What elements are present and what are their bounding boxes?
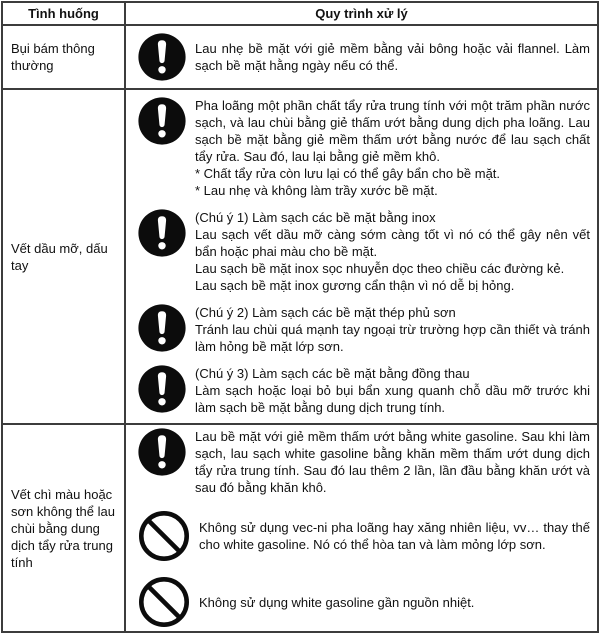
- instruction-block: [126, 428, 597, 496]
- mandatory-attention-icon: [138, 304, 186, 352]
- instruction-text: [195, 304, 590, 355]
- instruction-line: (Chú ý 2) Làm sạch các bề mặt thép phủ sơn: [195, 305, 456, 320]
- situation-cell: [3, 26, 126, 90]
- mandatory-attention-icon: [138, 428, 186, 476]
- instruction-line: * Chất tẩy rửa còn lưu lại có thể gây bẩn cho bề mặt.: [195, 166, 501, 181]
- situation-cell: [3, 425, 126, 631]
- instruction-line: * Lau nhẹ và không làm trầy xước bề mặt.: [195, 183, 438, 198]
- instruction-line: Làm sạch hoặc loại bỏ bụi bẩn xung quanh chỗ dầu mỡ trước khi làm sạch bề mặt bằng dung dịch trung tính.: [195, 383, 590, 415]
- instruction-text: [199, 510, 590, 562]
- instruction-line: (Chú ý 3) Làm sạch các bề mặt bằng đồng thau: [195, 366, 470, 381]
- instruction-text: [195, 428, 590, 496]
- procedure-cell: [126, 26, 597, 90]
- instruction-line: Pha loãng một phần chất tẩy rửa trung tính với một trăm phần nước sạch, và lau chùi bằng giẻ thấm ướt bằng dung dịch pha loãng. Lau sạch bề mặt bằng giẻ mềm thấm ướt bằng nước để lau sạch chất tẩy rửa. Sau đó, lau lại bằng giẻ mềm khô.: [195, 98, 590, 164]
- prohibition-icon: [138, 510, 190, 562]
- prohibition-icon: [138, 576, 190, 628]
- situation-label: Vết chì màu hoặc sơn không thể lau chùi bằng dung dịch tẩy rửa trung tính: [11, 486, 115, 570]
- situation-cell: [3, 90, 126, 425]
- instruction-block: [126, 97, 597, 199]
- instruction-block: [126, 33, 597, 81]
- instruction-line: (Chú ý 1) Làm sạch các bề mặt bằng inox: [195, 210, 436, 225]
- instruction-line: Tránh lau chùi quá mạnh tay ngoại trừ trường hợp cần thiết và tránh làm hỏng bề mặt lớp sơn.: [195, 322, 590, 354]
- mandatory-attention-icon: [138, 365, 186, 413]
- instruction-block: [126, 365, 597, 416]
- instruction-text: [195, 365, 590, 416]
- instruction-text: [195, 97, 590, 199]
- mandatory-attention-icon: [138, 209, 186, 257]
- instruction-text: [195, 33, 590, 81]
- instruction-text: [195, 209, 590, 294]
- instruction-line: Không sử dụng vec-ni pha loãng hay xăng nhiên liệu, vv… thay thế cho white gasoline. Nó có thể hòa tan và làm mỏng lớp sơn.: [199, 520, 590, 552]
- instruction-block: [126, 510, 597, 562]
- instruction-block: [126, 304, 597, 355]
- instruction-line: Lau sạch bề mặt inox sọc nhuyễn dọc theo chiều các đường kẻ.: [195, 261, 565, 276]
- instruction-block: [126, 209, 597, 294]
- mandatory-attention-icon: [138, 97, 186, 145]
- situation-label: Bụi bám thông thường: [11, 41, 95, 73]
- instruction-block: [126, 576, 597, 628]
- cleaning-instructions-table: [1, 1, 599, 633]
- situation-label: Vết dầu mỡ, dấu tay: [11, 240, 108, 273]
- column-header-situation: Tình huống: [3, 3, 126, 26]
- instruction-line: Lau sạch vết dầu mỡ càng sớm càng tốt vì nó có thể gây nên vết bẩn hoặc phai màu cho bề mặt.: [195, 227, 590, 259]
- column-header-procedure: Quy trình xử lý: [126, 3, 597, 26]
- instruction-line: Không sử dụng white gasoline gần nguồn nhiệt.: [199, 594, 475, 610]
- instruction-text: [199, 576, 590, 628]
- instruction-line: Lau sạch bề mặt inox gương cẩn thận vì nó dễ bị hỏng.: [195, 278, 515, 293]
- instruction-line: Lau nhẹ bề mặt với giẻ mềm bằng vải bông hoặc vải flannel. Làm sạch bề mặt hằng ngày nếu có thể.: [195, 41, 590, 73]
- mandatory-attention-icon: [138, 33, 186, 81]
- instruction-line: Lau bề mặt với giẻ mềm thấm ướt bằng white gasoline. Sau khi làm sạch, lau sạch white gasoline bằng khăn mềm thấm ướt dung dịch tẩy rửa trung tính. Sau đó lau thêm 2 lần, lần đầu bằng khăn ướt và sau đó bằng khăn khô.: [195, 429, 590, 495]
- procedure-cell: [126, 425, 597, 631]
- procedure-cell: [126, 90, 597, 425]
